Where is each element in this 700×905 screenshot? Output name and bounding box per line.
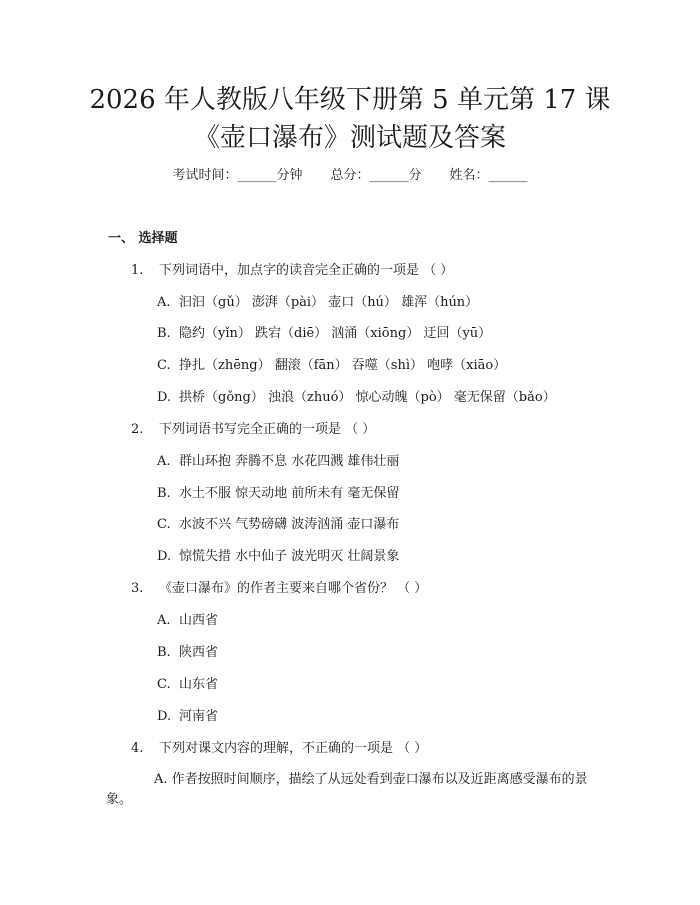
option-4a: A. 作者按照时间顺序，描绘了从远处看到壶口瀑布以及近距离感受瀑布的景象。: [106, 772, 588, 807]
option-1d: [157, 388, 556, 408]
question-4: [131, 739, 427, 759]
option-1b: [157, 324, 491, 344]
option-text: 山西省: [179, 613, 219, 628]
option-2b: [157, 484, 399, 504]
option-label: B.: [157, 486, 171, 501]
total-score-field: 总分：______分: [330, 168, 422, 183]
option-text: 挣扎（zhēng） 翻滚（fān） 吞噬（shì） 咆哮（xiāo）: [179, 358, 507, 373]
exam-info: [0, 166, 700, 186]
doc-title-line-1: 2026 年人教版八年级下册第 5 单元第 17 课: [89, 85, 611, 115]
question-3: [131, 579, 427, 599]
option-3d: [157, 707, 218, 727]
option-label: A.: [157, 454, 171, 469]
option-text: 陕西省: [179, 645, 219, 660]
option-text: 拱桥（gǒng） 浊浪（zhuó） 惊心动魄（pò） 毫无保留（bǎo）: [179, 390, 556, 405]
option-2c: [157, 515, 399, 535]
option-label: D.: [157, 709, 172, 724]
option-2a: [157, 452, 399, 472]
option-label: D.: [157, 549, 172, 564]
question-number: 4.: [131, 741, 144, 756]
option-1a: [157, 293, 478, 313]
question-2: [131, 420, 375, 440]
option-3a: [157, 611, 218, 631]
exam-time-field: 考试时间：______分钟: [172, 168, 303, 183]
question-stem: 下列词语中，加点字的读音完全正确的一项是 （ ）: [159, 263, 454, 278]
option-text: 河南省: [179, 709, 219, 724]
option-label: C.: [157, 517, 171, 532]
question-1: [131, 261, 453, 281]
option-text: 山东省: [179, 677, 219, 692]
option-label: B.: [157, 326, 171, 341]
option-text: 汩汩（gǔ） 澎湃（pài） 壶口（hú） 雄浑（hún）: [179, 295, 479, 310]
option-1c: [157, 356, 506, 376]
option-text: 群山环抱 奔腾不息 水花四溅 雄伟壮丽: [179, 454, 400, 469]
option-label: D.: [157, 390, 172, 405]
option-label: B.: [157, 645, 171, 660]
option-2d: [157, 547, 399, 567]
option-3c: [157, 675, 218, 695]
option-text: 水土不服 惊天动地 前所未有 毫无保留: [179, 486, 400, 501]
name-field: 姓名：______: [449, 168, 528, 183]
question-stem: 《壶口瀑布》的作者主要来自哪个省份？ （ ）: [159, 581, 428, 596]
question-number: 2.: [131, 422, 144, 437]
question-number: 3.: [131, 581, 144, 596]
question-stem: 下列对课文内容的理解，不正确的一项是 （ ）: [159, 741, 428, 756]
option-text: 水波不兴 气势磅礴 波涛汹涌 壶口瀑布: [179, 517, 400, 532]
doc-title-line-2: 《壶口瀑布》测试题及答案: [193, 123, 506, 153]
option-label: C.: [157, 677, 171, 692]
option-label: C.: [157, 358, 171, 373]
question-stem: 下列词语书写完全正确的一项是 （ ）: [159, 422, 376, 437]
option-text: 惊慌失措 水中仙子 波光明灭 壮阔景象: [179, 549, 400, 564]
option-label: A.: [157, 295, 171, 310]
section-heading: 一、 选择题: [108, 231, 178, 246]
option-3b: [157, 643, 218, 663]
option-label: A.: [157, 613, 171, 628]
question-number: 1.: [131, 263, 144, 278]
option-text: 隐约（yǐn） 跌宕（diē） 汹涌（xiōng） 迂回（yū）: [179, 326, 492, 341]
